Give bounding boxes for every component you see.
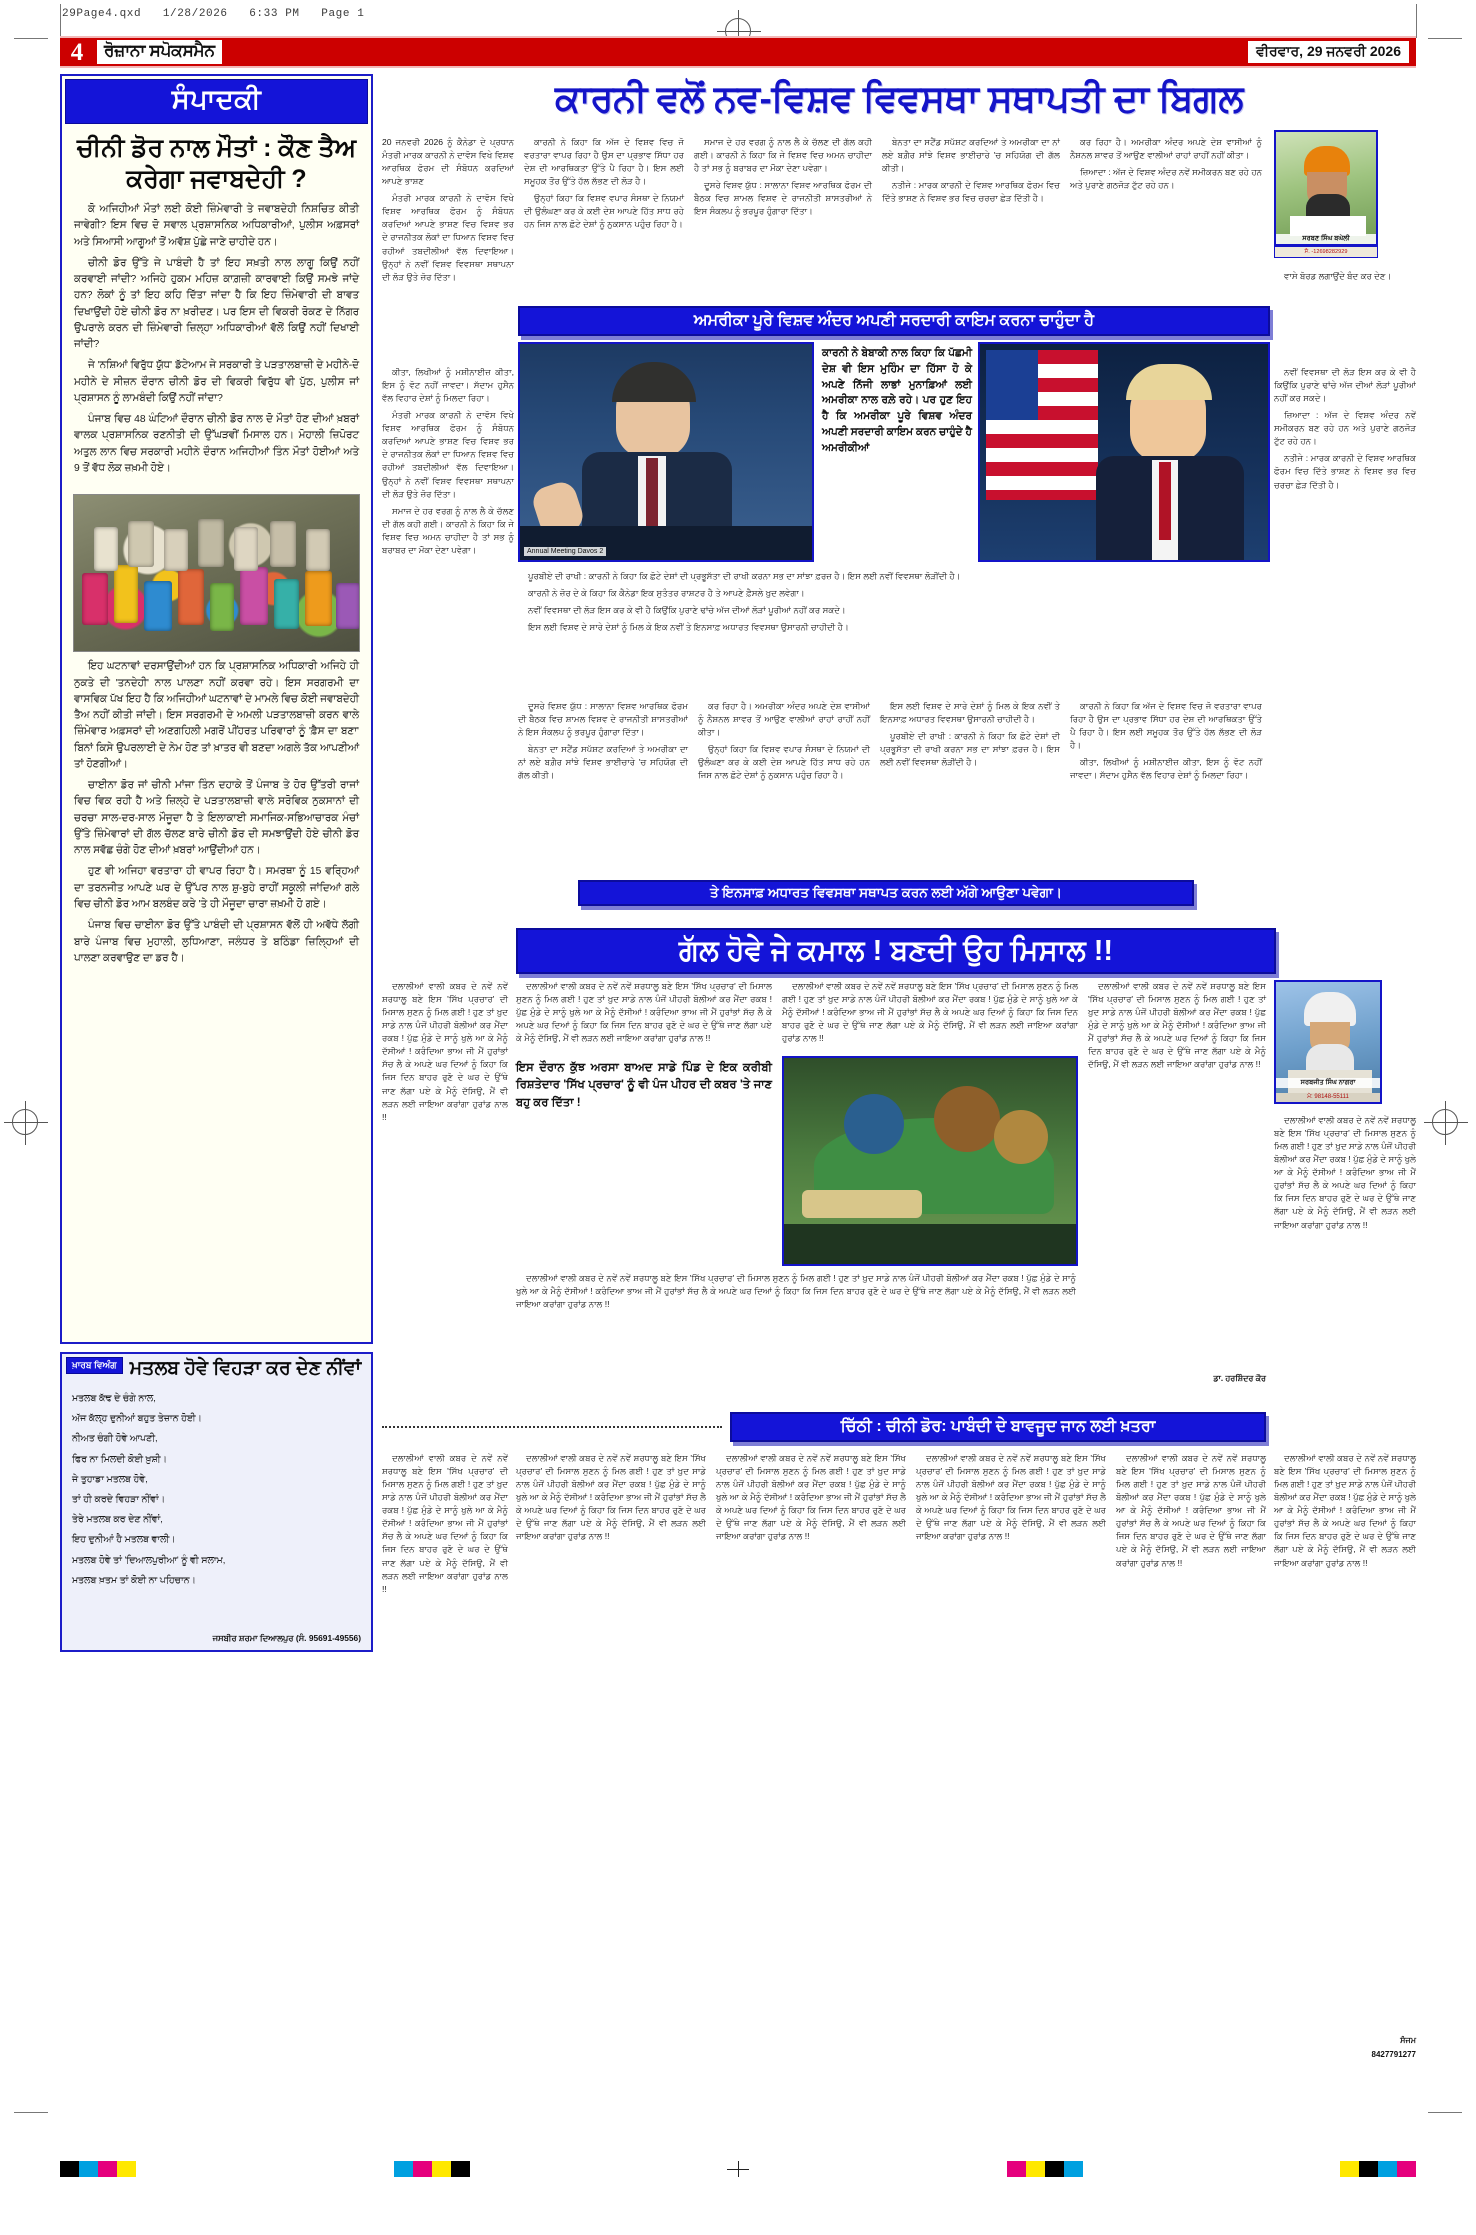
article-dateline: 20 ਜਨਵਰੀ 2026 ਨੂੰ ਕੈਨੇਡਾ ਦੇ ਪ੍ਰਧਾਨ ਮੰਤਰੀ ਮਾਰਕ ਕਾਰਨੀ ਨੇ ਦਾਵੋਸ ਵਿਖੇ ਵਿਸ਼ਵ ਆਰਥਿਕ ਫੋਰਮ ਦੀ ਸੰਬੋਧਨ ਕਰਦਿਆਂ ਆਪਣੇ ਭਾਸ਼ਣ bbox=[382, 137, 514, 187]
editorial-paragraph: ਚਾਈਨਾ ਡੋਰ ਜਾਂ ਚੀਨੀ ਮਾਂਜਾ ਤਿੰਨ ਦਹਾਕੇ ਤੋਂ ਪੰਜਾਬ ਤੇ ਹੋਰ ਉੱਤਰੀ ਰਾਜਾਂ ਵਿਚ ਵਿਕ ਰਹੀ ਹੈ ਅਤੇ ਜ਼ਿਲ੍ਹੇ ਦੇ ਪੜਤਾਲਬਾਜ਼ੀ ਵਾਲੇ ਸਰੋਵਿਕ ਨੁਕਸਾਨਾਂ ਦੀ ਚਰਚਾ ਸਾਲ-ਦਰ-ਸਾਲ ਮੌਜੂਦਾ ਹੈ ਤੇ ਇਲਾਕਾਈ ਸਮਾਜਿਕ-ਸਭਿਆਚਾਰਕ ਮੰਚਾਂ ਉੱਤੇ ਜ਼ਿੰਮੇਵਾਰਾਂ ਦੀ ਗੱਲ ਚੱਲਣ ਬਾਰੇ ਚੀਨੀ ਡੋਰ ਦੀ ਸਮਝਾਉਂਦੀ ਹੋਏ ਚੀਨੀ ਡੋਰ ਨਾਲ ਸਵੱਛ ਚੰਗੇ ਹੋਣ ਦੀਆਂ ਖ਼ਬਰਾਂ ਆਉਂਦੀਆਂ ਹਨ। bbox=[74, 780, 359, 857]
article-paragraph: ਸਮਾਜ ਦੇ ਹਰ ਵਰਗ ਨੂੰ ਨਾਲ ਲੈ ਕੇ ਚੱਲਣ ਦੀ ਗੱਲ ਕਹੀ ਗਈ। ਕਾਰਨੀ ਨੇ ਕਿਹਾ ਕਿ ਜੇ ਵਿਸ਼ਵ ਵਿਚ ਅਮਨ ਚਾਹੀਦਾ ਹੈ ਤਾਂ ਸਭ ਨੂੰ ਬਰਾਬਰ ਦਾ ਮੌਕਾ ਦੇਣਾ ਪਵੇਗਾ। bbox=[694, 137, 872, 174]
poem-line: ਮਤਲਬ ਕੱਢ ਦੇ ਚੰਗੇ ਨਾਲ, bbox=[72, 1391, 156, 1403]
article-paragraph: ਨਵੀਂ ਵਿਵਸਥਾ ਦੀ ਲੋੜ ਇਸ ਕਰ ਕੇ ਵੀ ਹੈ ਕਿਉਂਕਿ ਪੁਰਾਣੇ ਢਾਂਚੇ ਅੱਜ ਦੀਆਂ ਲੋੜਾਂ ਪੂਰੀਆਂ ਨਹੀਂ ਕਰ ਸਕਦੇ। bbox=[1274, 367, 1416, 404]
letters-signature: ਸੰਜਮ bbox=[1400, 2036, 1416, 2045]
article-paragraph: ਕਰ ਰਿਹਾ ਹੈ। ਅਮਰੀਕਾ ਅੰਦਰ ਅਪਣੇ ਦੇਸ਼ ਵਾਸੀਆਂ ਨੂੰ ਨੈਸ਼ਨਲ ਸ਼ਾਵਰ ਤੋਂ ਆਉਣ ਵਾਲੀਆਂ ਰਾਹਾਂ ਰਾਹੀਂ ਨਹੀਂ ਕੀਤਾ। bbox=[1070, 137, 1262, 161]
article-paragraph: ਕਾਰਨੀ ਨੇ ਜ਼ੋਰ ਦੇ ਕੇ ਕਿਹਾ ਕਿ ਕੈਨੇਡਾ ਇਕ ਸੁਤੰਤਰ ਰਾਸ਼ਟਰ ਹੈ ਤੇ ਆਪਣੇ ਫ਼ੈਸਲੇ ਖ਼ੁਦ ਲਵੇਗਾ। bbox=[528, 588, 805, 599]
crop-mark-left-bottom bbox=[14, 2112, 48, 2113]
editorial-paragraph: ਇਹ ਘਟਨਾਵਾਂ ਦਰਸਾਉਂਦੀਆਂ ਹਨ ਕਿ ਪ੍ਰਸ਼ਾਸਨਿਕ ਅਧਿਕਾਰੀ ਅਜਿਹੇ ਹੀ ਨੁਕਤੇ ਦੀ 'ਤਨਦੇਹੀ' ਨਾਲ ਪਾਲਣਾ ਨਹੀਂ ਕਰਵਾ ਰਹੇ। ਇਸ ਸਰਗਰਮੀ ਦਾ ਵਾਸਵਿਕ ਪੱਖ ਇਹ ਹੈ ਕਿ ਅਜਿਹੀਆਂ ਘਟਨਾਵਾਂ ਦੇ ਮਾਮਲੇ ਵਿਚ ਕੋਈ ਜਵਾਬਦੇਹੀ ਤੈਅ ਨਹੀਂ ਕੀਤੀ ਜਾਂਦੀ। ਇਸ ਸਰਗਰਮੀ ਦੇ ਅਮਲੀ ਪੜਤਾਲਬਾਜ਼ੀ ਕਰਨ ਵਾਲੇ ਜ਼ਿੰਮੇਵਾਰ ਅਫ਼ਸਰਾਂ ਦੀ ਅਣਗਹਿਲੀ ਮਗਰੋਂ ਪੀਂਹਰਤ ਪਰਿਵਾਰਾਂ ਨੂੰ 'ਫ਼ੈਸ ਦਾ ਬਣਾ' ਬਿਨਾਂ ਕਿਸੇ ਉਪਰਲਾਈ ਦੇ ਨੇਮ ਹੋਣ ਤਾਂ ਖ਼ਾਤਰ ਵੀ ਬਣਦਾ ਅਗਲੇ ਤੱਕ ਆਪਣੀਆਂ ਤਾਂ ਹੋਣਗੀਆਂ। bbox=[74, 661, 359, 770]
letters-separator bbox=[382, 1426, 722, 1428]
author-portrait-2-name: ਸਰਬਜੀਤ ਸਿੰਘ ਨਾਗਰਾ bbox=[1276, 1078, 1380, 1088]
letter-paragraph: ਦਲਾਲੀਆਂ ਵਾਲੀ ਕਬਰ ਦੇ ਨਵੇਂ ਨਵੇਂ ਸ਼ਰਧਾਲੂ ਬਣੇ ਇਸ 'ਸਿੱਖ ਪ੍ਰਚਾਰ' ਦੀ ਮਿਸਾਲ ਸੁਣਨ ਨੂੰ ਮਿਲ ਗਈ ! ਹੁਣ ਤਾਂ ਖ਼ੁਦ ਸਾਡੇ ਨਾਲ ਪੰਜੋਂ ਪੀਹਰੀ ਬੋਲੀਆਂ ਕਰ ਮੈਂਦਾ ਰਕਬ ! ਪੁੱਛ ਮੁੰਡੇ ਦੇ ਸਾਨੂੰ ਖੁਲੇ ਆ ਕੇ ਮੈਨੂੰ ਦੱਸੀਆਂ ! ਕਰੰਦਿਆ ਭਾਅ ਜੀ ਮੈਂ ਹੁਰਾਂਭਾਂ ਸੱਚ ਲੈ ਕੇ ਅਪਣੇ ਘਰ ਦਿਆਂ ਨੂੰ ਕਿਹਾ ਕਿ ਜਿਸ ਦਿਨ ਬਾਹਰ ਰੁਣੋ ਦੇ ਘਰ ਦੇ ਉੱਥੇ ਜਾਣ ਲੱਗਾ ਪਏ ਕੇ ਮੈਨੂੰ ਦੱਸਿਉ, ਮੈਂ ਵੀ ਲੜਨ ਲਈ ਜਾਇਆ ਕਰਾਂਗਾ ਹੁਰਾਂਡ ਨਾਲ !! bbox=[1116, 1453, 1266, 1568]
editorial-photo-kite-spools bbox=[73, 494, 360, 652]
article-paragraph: ਕਰ ਰਿਹਾ ਹੈ। ਅਮਰੀਕਾ ਅੰਦਰ ਅਪਣੇ ਦੇਸ਼ ਵਾਸੀਆਂ ਨੂੰ ਨੈਸ਼ਨਲ ਸ਼ਾਵਰ ਤੋਂ ਆਉਣ ਵਾਲੀਆਂ ਰਾਹਾਂ ਰਾਹੀਂ ਨਹੀਂ ਕੀਤਾ। bbox=[698, 701, 870, 738]
feature-paragraph: ਦਲਾਲੀਆਂ ਵਾਲੀ ਕਬਰ ਦੇ ਨਵੇਂ ਨਵੇਂ ਸ਼ਰਧਾਲੂ ਬਣੇ ਇਸ 'ਸਿੱਖ ਪ੍ਰਚਾਰ' ਦੀ ਮਿਸਾਲ ਸੁਣਨ ਨੂੰ ਮਿਲ ਗਈ ! ਹੁਣ ਤਾਂ ਖ਼ੁਦ ਸਾਡੇ ਨਾਲ ਪੰਜੋਂ ਪੀਹਰੀ ਬੋਲੀਆਂ ਕਰ ਮੈਂਦਾ ਰਕਬ ! ਪੁੱਛ ਮੁੰਡੇ ਦੇ ਸਾਨੂੰ ਖੁਲੇ ਆ ਕੇ ਮੈਨੂੰ ਦੱਸੀਆਂ ! ਕਰੰਦਿਆ ਭਾਅ ਜੀ ਮੈਂ ਹੁਰਾਂਭਾਂ ਸੱਚ ਲੈ ਕੇ ਅਪਣੇ ਘਰ ਦਿਆਂ ਨੂੰ ਕਿਹਾ ਕਿ ਜਿਸ ਦਿਨ ਬਾਹਰ ਰੁਣੋ ਦੇ ਘਰ ਦੇ ਉੱਥੇ ਜਾਣ ਲੱਗਾ ਪਏ ਕੇ ਮੈਨੂੰ ਦੱਸਿਉ, ਮੈਂ ਵੀ ਲੜਨ ਲਈ ਜਾਇਆ ਕਰਾਂਗਾ ਹੁਰਾਂਡ ਨਾਲ !! bbox=[1088, 981, 1266, 1070]
registration-cross-icon bbox=[727, 2161, 749, 2177]
second-feature-column-4 bbox=[1088, 980, 1266, 1420]
masthead-date: ਵੀਰਵਾਰ, 29 ਜਨਵਰੀ 2026 bbox=[1247, 40, 1410, 64]
second-feature-column-6 bbox=[516, 1272, 1076, 1422]
registration-mark-left bbox=[12, 1109, 38, 1135]
poem-line: ਅੱਜ ਕੱਲ੍ਹ ਦੁਨੀਆਂ ਬਹੁਤ ਤੇਜ਼ਾਨ ਹੋਈ। bbox=[72, 1412, 202, 1424]
letter-paragraph: ਦਲਾਲੀਆਂ ਵਾਲੀ ਕਬਰ ਦੇ ਨਵੇਂ ਨਵੇਂ ਸ਼ਰਧਾਲੂ ਬਣੇ ਇਸ 'ਸਿੱਖ ਪ੍ਰਚਾਰ' ਦੀ ਮਿਸਾਲ ਸੁਣਨ ਨੂੰ ਮਿਲ ਗਈ ! ਹੁਣ ਤਾਂ ਖ਼ੁਦ ਸਾਡੇ ਨਾਲ ਪੰਜੋਂ ਪੀਹਰੀ ਬੋਲੀਆਂ ਕਰ ਮੈਂਦਾ ਰਕਬ ! ਪੁੱਛ ਮੁੰਡੇ ਦੇ ਸਾਨੂੰ ਖੁਲੇ ਆ ਕੇ ਮੈਨੂੰ ਦੱਸੀਆਂ ! ਕਰੰਦਿਆ ਭਾਅ ਜੀ ਮੈਂ ਹੁਰਾਂਭਾਂ ਸੱਚ ਲੈ ਕੇ ਅਪਣੇ ਘਰ ਦਿਆਂ ਨੂੰ ਕਿਹਾ ਕਿ ਜਿਸ ਦਿਨ ਬਾਹਰ ਰੁਣੋ ਦੇ ਘਰ ਦੇ ਉੱਥੇ ਜਾਣ ਲੱਗਾ ਪਏ ਕੇ ਮੈਨੂੰ ਦੱਸਿਉ, ਮੈਂ ਵੀ ਲੜਨ ਲਈ ਜਾਇਆ ਕਰਾਂਗਾ ਹੁਰਾਂਡ ਨਾਲ !! bbox=[1274, 1453, 1416, 1568]
main-article-headline: ਕਾਰਨੀ ਵਲੋਂ ਨਵ-ਵਿਸ਼ਵ ਵਿਵਸਥਾ ਸਥਾਪਤੀ ਦਾ ਬਿਗਲ bbox=[555, 78, 1243, 119]
article-paragraph: ਜ਼ਿਆਦਾ : ਅੱਜ ਦੇ ਵਿਸ਼ਵ ਅੰਦਰ ਨਵੇਂ ਸਮੀਕਰਨ ਬਣ ਰਹੇ ਹਨ ਅਤੇ ਪੁਰਾਣੇ ਗਠਜੋੜ ਟੁੱਟ ਰਹੇ ਹਨ। bbox=[1274, 410, 1416, 447]
second-feature-pullquote: ਇਸ ਦੌਰਾਨ ਕੁੱਝ ਅਰਸਾ ਬਾਅਦ ਸਾਡੇ ਪਿੰਡ ਦੇ ਇਕ ਕਰੀਬੀ ਰਿਸ਼ਤੇਦਾਰ 'ਸਿੱਖ ਪ੍ਰਚਾਰ' ਨੂੰ ਵੀ ਪੰਜ ਪੀਹਰ ਦੀ ਕਬਰ 'ਤੇ ਜਾਣ ਬਹੁ ਕਰ ਦਿੱਤਾ ! bbox=[516, 1062, 772, 1109]
letter-paragraph: ਦਲਾਲੀਆਂ ਵਾਲੀ ਕਬਰ ਦੇ ਨਵੇਂ ਨਵੇਂ ਸ਼ਰਧਾਲੂ ਬਣੇ ਇਸ 'ਸਿੱਖ ਪ੍ਰਚਾਰ' ਦੀ ਮਿਸਾਲ ਸੁਣਨ ਨੂੰ ਮਿਲ ਗਈ ! ਹੁਣ ਤਾਂ ਖ਼ੁਦ ਸਾਡੇ ਨਾਲ ਪੰਜੋਂ ਪੀਹਰੀ ਬੋਲੀਆਂ ਕਰ ਮੈਂਦਾ ਰਕਬ ! ਪੁੱਛ ਮੁੰਡੇ ਦੇ ਸਾਨੂੰ ਖੁਲੇ ਆ ਕੇ ਮੈਨੂੰ ਦੱਸੀਆਂ ! ਕਰੰਦਿਆ ਭਾਅ ਜੀ ਮੈਂ ਹੁਰਾਂਭਾਂ ਸੱਚ ਲੈ ਕੇ ਅਪਣੇ ਘਰ ਦਿਆਂ ਨੂੰ ਕਿਹਾ ਕਿ ਜਿਸ ਦਿਨ ਬਾਹਰ ਰੁਣੋ ਦੇ ਘਰ ਦੇ ਉੱਥੇ ਜਾਣ ਲੱਗਾ ਪਏ ਕੇ ਮੈਨੂੰ ਦੱਸਿਉ, ਮੈਂ ਵੀ ਲੜਨ ਲਈ ਜਾਇਆ ਕਰਾਂਗਾ ਹੁਰਾਂਡ ਨਾਲ !! bbox=[382, 1453, 508, 1594]
article-paragraph: ਕਾਰਨੀ ਨੇ ਕਿਹਾ ਕਿ ਅੱਜ ਦੇ ਵਿਸ਼ਵ ਵਿਚ ਜੋ ਵਰਤਾਰਾ ਵਾਪਰ ਰਿਹਾ ਹੈ ਉਸ ਦਾ ਪ੍ਰਭਾਵ ਸਿੱਧਾ ਹਰ ਦੇਸ਼ ਦੀ ਆਰਥਿਕਤਾ ਉੱਤੇ ਪੈ ਰਿਹਾ ਹੈ। ਇਸ ਲਈ ਸਮੂਹਕ ਤੌਰ ਉੱਤੇ ਹੱਲ ਲੱਭਣ ਦੀ ਲੋੜ ਹੈ। bbox=[524, 137, 684, 187]
photo-caption-davos: Annual Meeting Davos 2 bbox=[524, 547, 606, 556]
author-portrait-2-phone: ਮੋ: 98148-55111 bbox=[1276, 1093, 1380, 1102]
editorial-paragraph: ਚੀਨੀ ਡੋਰ ਉੱਤੇ ਜੇ ਪਾਬੰਦੀ ਹੈ ਤਾਂ ਇਹ ਸਖ਼ਤੀ ਨਾਲ ਲਾਗੂ ਕਿਉਂ ਨਹੀਂ ਕਰਵਾਈ ਜਾਂਦੀ? ਅਜਿਹੇ ਹੁਕਮ ਮਹਿਜ਼ ਕਾਗ਼ਜ਼ੀ ਕਾਰਵਾਈ ਕਿਉਂ ਸਮਝੇ ਜਾਂਦੇ ਹਨ? ਲੋਕਾਂ ਨੂੰ ਤਾਂ ਇਹ ਕਹਿ ਦਿੱਤਾ ਜਾਂਦਾ ਹੈ ਕਿ ਇਹ ਜ਼ਿੰਮੇਵਾਰੀ ਦੀ ਬਾਵਤ ਦਿਖਾਉਂਦੀ ਹੋਏ ਚੀਨੀ ਡੋਰ ਨਾ ਖ਼ਰੀਦਣ। ਪਰ ਇਸ ਦੀ ਵਿਕਰੀ ਰੋਕਣ ਦੇ ਨਿੱਗਰ ਉਪਰਾਲੇ ਕਰਨ ਦੀ ਜ਼ਿੰਮੇਵਾਰੀ ਜ਼ਿਲ੍ਹਾ ਅਧਿਕਾਰੀਆਂ ਵੱਲੋਂ ਕਿਉਂ ਨਹੀਂ ਦਿਖਾਈ ਜਾਂਦੀ? bbox=[74, 257, 359, 351]
photo-trump-flag bbox=[978, 342, 1270, 562]
poem-line: ਫਿਰ ਨਾ ਮਿਲਦੀ ਕੋਈ ਖ਼ੁਸ਼ੀ। bbox=[72, 1452, 167, 1464]
article-paragraph: ਇਸ ਲਈ ਵਿਸ਼ਵ ਦੇ ਸਾਰੇ ਦੇਸ਼ਾਂ ਨੂੰ ਮਿਲ ਕੇ ਇਕ ਨਵੀਂ ਤੇ ਇਨਸਾਫ਼ ਅਧਾਰਤ ਵਿਵਸਥਾ ਉਸਾਰਨੀ ਚਾਹੀਦੀ ਹੈ। bbox=[880, 701, 1060, 725]
main-article-column-7 bbox=[518, 570, 1270, 690]
feature-paragraph: ਦਲਾਲੀਆਂ ਵਾਲੀ ਕਬਰ ਦੇ ਨਵੇਂ ਨਵੇਂ ਸ਼ਰਧਾਲੂ ਬਣੇ ਇਸ 'ਸਿੱਖ ਪ੍ਰਚਾਰ' ਦੀ ਮਿਸਾਲ ਸੁਣਨ ਨੂੰ ਮਿਲ ਗਈ ! ਹੁਣ ਤਾਂ ਖ਼ੁਦ ਸਾਡੇ ਨਾਲ ਪੰਜੋਂ ਪੀਹਰੀ ਬੋਲੀਆਂ ਕਰ ਮੈਂਦਾ ਰਕਬ ! ਪੁੱਛ ਮੁੰਡੇ ਦੇ ਸਾਨੂੰ ਖੁਲੇ ਆ ਕੇ ਮੈਨੂੰ ਦੱਸੀਆਂ ! ਕਰੰਦਿਆ ਭਾਅ ਜੀ ਮੈਂ ਹੁਰਾਂਭਾਂ ਸੱਚ ਲੈ ਕੇ ਅਪਣੇ ਘਰ ਦਿਆਂ ਨੂੰ ਕਿਹਾ ਕਿ ਜਿਸ ਦਿਨ ਬਾਹਰ ਰੁਣੋ ਦੇ ਘਰ ਦੇ ਉੱਥੇ ਜਾਣ ਲੱਗਾ ਪਏ ਕੇ ਮੈਨੂੰ ਦੱਸਿਉ, ਮੈਂ ਵੀ ਲੜਨ ਲਈ ਜਾਇਆ ਕਰਾਂਗਾ ਹੁਰਾਂਡ ਨਾਲ !! bbox=[382, 981, 508, 1122]
masthead-bar bbox=[60, 36, 1416, 68]
feature-paragraph: ਦਲਾਲੀਆਂ ਵਾਲੀ ਕਬਰ ਦੇ ਨਵੇਂ ਨਵੇਂ ਸ਼ਰਧਾਲੂ ਬਣੇ ਇਸ 'ਸਿੱਖ ਪ੍ਰਚਾਰ' ਦੀ ਮਿਸਾਲ ਸੁਣਨ ਨੂੰ ਮਿਲ ਗਈ ! ਹੁਣ ਤਾਂ ਖ਼ੁਦ ਸਾਡੇ ਨਾਲ ਪੰਜੋਂ ਪੀਹਰੀ ਬੋਲੀਆਂ ਕਰ ਮੈਂਦਾ ਰਕਬ ! ਪੁੱਛ ਮੁੰਡੇ ਦੇ ਸਾਨੂੰ ਖੁਲੇ ਆ ਕੇ ਮੈਨੂੰ ਦੱਸੀਆਂ ! ਕਰੰਦਿਆ ਭਾਅ ਜੀ ਮੈਂ ਹੁਰਾਂਭਾਂ ਸੱਚ ਲੈ ਕੇ ਅਪਣੇ ਘਰ ਦਿਆਂ ਨੂੰ ਕਿਹਾ ਕਿ ਜਿਸ ਦਿਨ ਬਾਹਰ ਰੁਣੋ ਦੇ ਘਰ ਦੇ ਉੱਥੇ ਜਾਣ ਲੱਗਾ ਪਏ ਕੇ ਮੈਨੂੰ ਦੱਸਿਉ, ਮੈਂ ਵੀ ਲੜਨ ਲਈ ਜਾਇਆ ਕਰਾਂਗਾ ਹੁਰਾਂਡ ਨਾਲ !! bbox=[516, 1273, 1076, 1310]
poem-line: ਮਤਲਬ ਖ਼ਤਮ ਤਾਂ ਕੋਈ ਨਾ ਪਹਿਚਾਨ। bbox=[72, 1573, 196, 1585]
editorial-paragraph: ਜੇ 'ਨਸ਼ਿਆਂ ਵਿਰੁੱਧ ਯੁੱਧ' ਡੱਟੇਆਮ ਜੇ ਸਰਕਾਰੀ ਤੇ ਪੜਤਾਲਬਾਜ਼ੀ ਦੇ ਮਹੀਨੇ-ਦੋ ਮਹੀਨੇ ਦੇ ਸੀਜ਼ਨ ਦੌਰਾਨ ਚੀਨੀ ਡੋਰ ਦੀ ਵਿਕਰੀ ਵਿਰੁੱਧ ਵੀ ਪੁੱਠ, ਪੁਲੀਸ ਜਾਂ ਪ੍ਰਸ਼ਾਸਨ ਨੂੰ ਲਾਮਬੰਦੀ ਕਿਉਂ ਨਹੀਂ ਜਾਂਦਾ? bbox=[74, 360, 359, 404]
article-paragraph: ਨਤੀਜੇ : ਮਾਰਕ ਕਾਰਨੀ ਦੇ ਵਿਸ਼ਵ ਆਰਥਿਕ ਫੋਰਮ ਵਿਚ ਦਿੱਤੇ ਭਾਸ਼ਣ ਨੇ ਵਿਸ਼ਵ ਭਰ ਵਿਚ ਚਰਚਾ ਛੇੜ ਦਿੱਤੀ ਹੈ। bbox=[1274, 453, 1416, 490]
second-feature-signature: ਡਾ. ਹਰਸ਼ਿੰਦਰ ਕੌਰ bbox=[1213, 1374, 1266, 1383]
second-feature-column-2 bbox=[516, 980, 772, 1052]
crop-mark-left-top bbox=[14, 38, 48, 39]
feature-paragraph: ਦਲਾਲੀਆਂ ਵਾਲੀ ਕਬਰ ਦੇ ਨਵੇਂ ਨਵੇਂ ਸ਼ਰਧਾਲੂ ਬਣੇ ਇਸ 'ਸਿੱਖ ਪ੍ਰਚਾਰ' ਦੀ ਮਿਸਾਲ ਸੁਣਨ ਨੂੰ ਮਿਲ ਗਈ ! ਹੁਣ ਤਾਂ ਖ਼ੁਦ ਸਾਡੇ ਨਾਲ ਪੰਜੋਂ ਪੀਹਰੀ ਬੋਲੀਆਂ ਕਰ ਮੈਂਦਾ ਰਕਬ ! ਪੁੱਛ ਮੁੰਡੇ ਦੇ ਸਾਨੂੰ ਖੁਲੇ ਆ ਕੇ ਮੈਨੂੰ ਦੱਸੀਆਂ ! ਕਰੰਦਿਆ ਭਾਅ ਜੀ ਮੈਂ ਹੁਰਾਂਭਾਂ ਸੱਚ ਲੈ ਕੇ ਅਪਣੇ ਘਰ ਦਿਆਂ ਨੂੰ ਕਿਹਾ ਕਿ ਜਿਸ ਦਿਨ ਬਾਹਰ ਰੁਣੋ ਦੇ ਘਰ ਦੇ ਉੱਥੇ ਜਾਣ ਲੱਗਾ ਪਏ ਕੇ ਮੈਨੂੰ ਦੱਸਿਉ, ਮੈਂ ਵੀ ਲੜਨ ਲਈ ਜਾਇਆ ਕਰਾਂਗਾ ਹੁਰਾਂਡ ਨਾਲ !! bbox=[516, 981, 772, 1044]
author-portrait-1-name: ਸਰਬਣ ਸਿੰਘ ਬਘੇਲੀ bbox=[1276, 234, 1376, 244]
satire-poem-lines bbox=[72, 1390, 361, 1587]
article-paragraph: ਨਵੀਂ ਵਿਵਸਥਾ ਦੀ ਲੋੜ ਇਸ ਕਰ ਕੇ ਵੀ ਹੈ ਕਿਉਂਕਿ ਪੁਰਾਣੇ ਢਾਂਚੇ ਅੱਜ ਦੀਆਂ ਲੋੜਾਂ ਪੂਰੀਆਂ ਨਹੀਂ ਕਰ ਸਕਦੇ। bbox=[528, 605, 846, 616]
author-portrait-1 bbox=[1274, 130, 1378, 246]
letters-section-ribbon: ਚਿੱਠੀ : ਚੀਨੀ ਡੋਰ: ਪਾਬੰਦੀ ਦੇ ਬਾਵਜੂਦ ਜਾਨ ਲਈ ਖ਼ਤਰਾ bbox=[730, 1412, 1266, 1442]
article-paragraph: ਪੂਰਬੀਏ ਦੀ ਰਾਖੀ : ਕਾਰਨੀ ਨੇ ਕਿਹਾ ਕਿ ਛੋਟੇ ਦੇਸ਼ਾਂ ਦੀ ਪ੍ਰਭੂਸੱਤਾ ਦੀ ਰਾਖੀ ਕਰਨਾ ਸਭ ਦਾ ਸਾਂਝਾ ਫ਼ਰਜ਼ ਹੈ। ਇਸ ਲਈ ਨਵੀਂ ਵਿਵਸਥਾ ਲੋੜੀਂਦੀ ਹੈ। bbox=[528, 571, 961, 581]
main-article-column-1 bbox=[382, 136, 514, 356]
letters-column-1 bbox=[382, 1452, 508, 2052]
main-article-column-11 bbox=[698, 700, 870, 880]
print-file-info: 29Page4.qxd 1/28/2026 6:33 PM Page 1 bbox=[62, 8, 365, 20]
color-swatch-group-3 bbox=[1007, 2161, 1083, 2177]
main-article-column-6 bbox=[1274, 270, 1414, 360]
main-article-column-12 bbox=[880, 700, 1060, 880]
poem-line: ਤੇਰੇ ਮਤਲਬ ਕਰ ਦੇਣ ਨੀਂਵਾਂ, bbox=[72, 1513, 163, 1525]
main-article-pullquote: ਕਾਰਨੀ ਨੇ ਬੇਬਾਕੀ ਨਾਲ ਕਿਹਾ ਕਿ ਪੱਛਮੀ ਦੇਸ਼ ਵੀ ਇਸ ਮੁਹਿੰਮ ਦਾ ਹਿੱਸਾ ਹੋ ਕੇ ਅਪਣੇ ਨਿੱਜੀ ਲਾਭਾਂ ਮੁਨਾਫ਼ਿਆਂ ਲਈ ਅਮਰੀਕਾ ਨਾਲ ਰਲ਼ੇ ਰਹੇ। ਪਰ ਹੁਣ ਇਹ ਹੈ ਕਿ ਅਮਰੀਕਾ ਪੂਰੇ ਵਿਸ਼ਵ ਅੰਦਰ ਅਪਣੀ ਸਰਦਾਰੀ ਕਾਇਮ ਕਰਨ ਚਾਹੁੰਦੇ ਹੈ ਅਮਰੀਕੀਆਂ bbox=[822, 347, 972, 454]
article-paragraph: ਕੀਤਾ, ਲਿਖੀਆਂ ਨੂੰ ਮਸ਼ੀਨਾਈਜ਼ ਕੀਤਾ, ਇਸ ਨੂੰ ਵੋਟ ਨਹੀਂ ਜਾਵਦਾ। ਸੱਦਾਮ ਹੁਸੈਨ ਵੱਲ ਵਿਹਾਰ ਦੇਸ਼ਾਂ ਨੂੰ ਮਿਲਦਾ ਰਿਹਾ। bbox=[1070, 757, 1262, 781]
editorial-section-label: ਸੰਪਾਦਕੀ bbox=[65, 79, 368, 124]
letters-column-6 bbox=[1274, 1452, 1416, 2052]
letter-paragraph: ਦਲਾਲੀਆਂ ਵਾਲੀ ਕਬਰ ਦੇ ਨਵੇਂ ਨਵੇਂ ਸ਼ਰਧਾਲੂ ਬਣੇ ਇਸ 'ਸਿੱਖ ਪ੍ਰਚਾਰ' ਦੀ ਮਿਸਾਲ ਸੁਣਨ ਨੂੰ ਮਿਲ ਗਈ ! ਹੁਣ ਤਾਂ ਖ਼ੁਦ ਸਾਡੇ ਨਾਲ ਪੰਜੋਂ ਪੀਹਰੀ ਬੋਲੀਆਂ ਕਰ ਮੈਂਦਾ ਰਕਬ ! ਪੁੱਛ ਮੁੰਡੇ ਦੇ ਸਾਨੂੰ ਖੁਲੇ ਆ ਕੇ ਮੈਨੂੰ ਦੱਸੀਆਂ ! ਕਰੰਦਿਆ ਭਾਅ ਜੀ ਮੈਂ ਹੁਰਾਂਭਾਂ ਸੱਚ ਲੈ ਕੇ ਅਪਣੇ ਘਰ ਦਿਆਂ ਨੂੰ ਕਿਹਾ ਕਿ ਜਿਸ ਦਿਨ ਬਾਹਰ ਰੁਣੋ ਦੇ ਘਰ ਦੇ ਉੱਥੇ ਜਾਣ ਲੱਗਾ ਪਏ ਕੇ ਮੈਨੂੰ ਦੱਸਿਉ, ਮੈਂ ਵੀ ਲੜਨ ਲਈ ਜਾਇਆ ਕਰਾਂਗਾ ਹੁਰਾਂਡ ਨਾਲ !! bbox=[716, 1453, 906, 1542]
article-paragraph: ਉਨ੍ਹਾਂ ਕਿਹਾ ਕਿ ਵਿਸ਼ਵ ਵਪਾਰ ਸੰਸਥਾ ਦੇ ਨਿਯਮਾਂ ਦੀ ਉਲੰਘਣਾ ਕਰ ਕੇ ਕਈ ਦੇਸ਼ ਆਪਣੇ ਹਿੱਤ ਸਾਧ ਰਹੇ ਹਨ ਜਿਸ ਨਾਲ ਛੋਟੇ ਦੇਸ਼ਾਂ ਨੂੰ ਨੁਕਸਾਨ ਪਹੁੰਚ ਰਿਹਾ ਹੈ। bbox=[524, 193, 684, 230]
article-paragraph: ਨਤੀਜੇ : ਮਾਰਕ ਕਾਰਨੀ ਦੇ ਵਿਸ਼ਵ ਆਰਥਿਕ ਫੋਰਮ ਵਿਚ ਦਿੱਤੇ ਭਾਸ਼ਣ ਨੇ ਵਿਸ਼ਵ ਭਰ ਵਿਚ ਚਰਚਾ ਛੇੜ ਦਿੱਤੀ ਹੈ। bbox=[882, 180, 1060, 204]
poem-line: ਮਤਲਬ ਹੋਵੇ ਤਾਂ 'ਦਿਆਲਪੁਰੀਆ' ਨੂੰ ਵੀ ਸਲਾਮ, bbox=[72, 1553, 226, 1565]
photo-langar-gathering bbox=[782, 1056, 1078, 1266]
article-paragraph: ਬੇਨਤਾ ਦਾ ਸਟੈਂਡ ਸਪੱਸ਼ਟ ਕਰਦਿਆਂ ਤੇ ਅਮਰੀਕਾ ਦਾ ਨਾਂ ਲਏ ਬਗ਼ੈਰ ਸਾਂਝੇ ਵਿਸ਼ਵ ਭਾਈਚਾਰੇ 'ਚ ਸਹਿਯੋਗ ਦੀ ਗੱਲ ਕੀਤੀ। bbox=[518, 744, 688, 781]
letters-column-4 bbox=[916, 1452, 1106, 2052]
poem-line: ਤਾਂ ਹੀ ਕਰਦੇ ਵਿਹੜਾ ਨੀਂਵਾਂ। bbox=[72, 1493, 166, 1505]
feature-paragraph: ਦਲਾਲੀਆਂ ਵਾਲੀ ਕਬਰ ਦੇ ਨਵੇਂ ਨਵੇਂ ਸ਼ਰਧਾਲੂ ਬਣੇ ਇਸ 'ਸਿੱਖ ਪ੍ਰਚਾਰ' ਦੀ ਮਿਸਾਲ ਸੁਣਨ ਨੂੰ ਮਿਲ ਗਈ ! ਹੁਣ ਤਾਂ ਖ਼ੁਦ ਸਾਡੇ ਨਾਲ ਪੰਜੋਂ ਪੀਹਰੀ ਬੋਲੀਆਂ ਕਰ ਮੈਂਦਾ ਰਕਬ ! ਪੁੱਛ ਮੁੰਡੇ ਦੇ ਸਾਨੂੰ ਖੁਲੇ ਆ ਕੇ ਮੈਨੂੰ ਦੱਸੀਆਂ ! ਕਰੰਦਿਆ ਭਾਅ ਜੀ ਮੈਂ ਹੁਰਾਂਭਾਂ ਸੱਚ ਲੈ ਕੇ ਅਪਣੇ ਘਰ ਦਿਆਂ ਨੂੰ ਕਿਹਾ ਕਿ ਜਿਸ ਦਿਨ ਬਾਹਰ ਰੁਣੋ ਦੇ ਘਰ ਦੇ ਉੱਥੇ ਜਾਣ ਲੱਗਾ ਪਏ ਕੇ ਮੈਨੂੰ ਦੱਸਿਉ, ਮੈਂ ਵੀ ਲੜਨ ਲਈ ਜਾਇਆ ਕਰਾਂਗਾ ਹੁਰਾਂਡ ਨਾਲ !! bbox=[782, 981, 1078, 1044]
photo-carney-davos bbox=[518, 342, 814, 562]
second-feature-column-1 bbox=[382, 980, 508, 1420]
main-article-column-13 bbox=[1070, 700, 1262, 880]
article-paragraph: ਉਨ੍ਹਾਂ ਕਿਹਾ ਕਿ ਵਿਸ਼ਵ ਵਪਾਰ ਸੰਸਥਾ ਦੇ ਨਿਯਮਾਂ ਦੀ ਉਲੰਘਣਾ ਕਰ ਕੇ ਕਈ ਦੇਸ਼ ਆਪਣੇ ਹਿੱਤ ਸਾਧ ਰਹੇ ਹਨ ਜਿਸ ਨਾਲ ਛੋਟੇ ਦੇਸ਼ਾਂ ਨੂੰ ਨੁਕਸਾਨ ਪਹੁੰਚ ਰਿਹਾ ਹੈ। bbox=[698, 744, 870, 781]
poem-line: ਇਹ ਦੁਨੀਆਂ ਹੈ ਮਤਲਬ ਵਾਲੀ। bbox=[72, 1533, 176, 1545]
color-swatch-group-1 bbox=[60, 2161, 136, 2177]
article-paragraph: ਦੂਸਰੇ ਵਿਸ਼ਵ ਯੁੱਧ : ਸਾਲਾਨਾ ਵਿਸ਼ਵ ਆਰਥਿਕ ਫੋਰਮ ਦੀ ਬੈਠਕ ਵਿਚ ਸ਼ਾਮਲ ਵਿਸ਼ਵ ਦੇ ਰਾਜਨੀਤੀ ਸ਼ਾਸਤਰੀਆਂ ਨੇ ਇਸ ਸੰਕਲਪ ਨੂੰ ਭਰਪੂਰ ਹੁੰਗਾਰਾ ਦਿੱਤਾ। bbox=[694, 180, 872, 217]
editorial-body-top bbox=[62, 202, 371, 488]
article-paragraph: ਕੀਤਾ, ਲਿਖੀਆਂ ਨੂੰ ਮਸ਼ੀਨਾਈਜ਼ ਕੀਤਾ, ਇਸ ਨੂੰ ਵੋਟ ਨਹੀਂ ਜਾਵਦਾ। ਸੱਦਾਮ ਹੁਸੈਨ ਵੱਲ ਵਿਹਾਰ ਦੇਸ਼ਾਂ ਨੂੰ ਮਿਲਦਾ ਰਿਹਾ। bbox=[382, 367, 514, 404]
author-portrait-2 bbox=[1274, 980, 1382, 1104]
crop-mark-right-top bbox=[1428, 38, 1462, 39]
crop-mark-top-left bbox=[60, 4, 61, 38]
letter-paragraph: ਦਲਾਲੀਆਂ ਵਾਲੀ ਕਬਰ ਦੇ ਨਵੇਂ ਨਵੇਂ ਸ਼ਰਧਾਲੂ ਬਣੇ ਇਸ 'ਸਿੱਖ ਪ੍ਰਚਾਰ' ਦੀ ਮਿਸਾਲ ਸੁਣਨ ਨੂੰ ਮਿਲ ਗਈ ! ਹੁਣ ਤਾਂ ਖ਼ੁਦ ਸਾਡੇ ਨਾਲ ਪੰਜੋਂ ਪੀਹਰੀ ਬੋਲੀਆਂ ਕਰ ਮੈਂਦਾ ਰਕਬ ! ਪੁੱਛ ਮੁੰਡੇ ਦੇ ਸਾਨੂੰ ਖੁਲੇ ਆ ਕੇ ਮੈਨੂੰ ਦੱਸੀਆਂ ! ਕਰੰਦਿਆ ਭਾਅ ਜੀ ਮੈਂ ਹੁਰਾਂਭਾਂ ਸੱਚ ਲੈ ਕੇ ਅਪਣੇ ਘਰ ਦਿਆਂ ਨੂੰ ਕਿਹਾ ਕਿ ਜਿਸ ਦਿਨ ਬਾਹਰ ਰੁਣੋ ਦੇ ਘਰ ਦੇ ਉੱਥੇ ਜਾਣ ਲੱਗਾ ਪਏ ਕੇ ਮੈਨੂੰ ਦੱਸਿਉ, ਮੈਂ ਵੀ ਲੜਨ ਲਈ ਜਾਇਆ ਕਰਾਂਗਾ ਹੁਰਾਂਡ ਨਾਲ !! bbox=[916, 1453, 1106, 1542]
main-article-closing-ribbon: ਤੇ ਇਨਸਾਫ਼ ਅਧਾਰਤ ਵਿਵਸਥਾ ਸਥਾਪਤ ਕਰਨ ਲਈ ਅੱਗੇ ਆਉਣਾ ਪਵੇਗਾ। bbox=[578, 880, 1194, 906]
letters-phone: 8427791277 bbox=[1371, 2050, 1416, 2059]
editorial-paragraph: ਹੁਣ ਵੀ ਅਜਿਹਾ ਵਰਤਾਰਾ ਹੀ ਵਾਪਰ ਰਿਹਾ ਹੈ। ਸਮਰਥਾ ਨੂੰ 15 ਵਰ੍ਹਿਆਂ ਦਾ ਤਰਨਜੀਤ ਆਪਣੇ ਘਰ ਦੇ ਉੱਪਰ ਨਾਲ ਸ਼ੁ-ਬੁਹੇ ਰਾਹੀਂ ਸਕੂਲੀ ਜਾਂਦਿਆਂ ਗਲੇ ਵਿਚ ਚੀਨੀ ਡੋਰ ਆਮ ਬਲਬੰਦ ਕਰੇ 'ਤੇ ਹੀ ਮੌਜੂਦਾ ਚਾਰਾ ਜ਼ਖ਼ਮੀ ਹੋ ਗਏ। bbox=[74, 866, 359, 910]
article-paragraph: ਪੂਰਬੀਏ ਦੀ ਰਾਖੀ : ਕਾਰਨੀ ਨੇ ਕਿਹਾ ਕਿ ਛੋਟੇ ਦੇਸ਼ਾਂ ਦੀ ਪ੍ਰਭੂਸੱਤਾ ਦੀ ਰਾਖੀ ਕਰਨਾ ਸਭ ਦਾ ਸਾਂਝਾ ਫ਼ਰਜ਼ ਹੈ। ਇਸ ਲਈ ਨਵੀਂ ਵਿਵਸਥਾ ਲੋੜੀਂਦੀ ਹੈ। bbox=[880, 731, 1060, 768]
editorial-paragraph: ਪੰਜਾਬ ਵਿਚ ਚਾਈਨਾ ਡੋਰ ਉੱਤੇ ਪਾਬੰਦੀ ਦੀ ਪ੍ਰਸ਼ਾਸਨ ਵੱਲੋਂ ਹੀ ਅਵੱਧੇ ਲੱਗੀ ਬਾਰੇ ਪੰਜਾਬ ਵਿਚ ਮੁਹਾਲੀ, ਲੁਧਿਆਣਾ, ਜਲੰਧਰ ਤੇ ਬਠਿੰਡਾ ਜ਼ਿਲ੍ਹਿਆਂ ਦੀ ਪਾਲਣਾ ਕਰਵਾਉਣ ਦਾ ਡਰ ਹੈ। bbox=[74, 920, 359, 964]
article-paragraph: ਮੰਤਰੀ ਮਾਰਕ ਕਾਰਨੀ ਨੇ ਦਾਵੋਸ ਵਿਖੇ ਵਿਸ਼ਵ ਆਰਥਿਕ ਫੋਰਮ ਨੂੰ ਸੰਬੋਧਨ ਕਰਦਿਆਂ ਆਪਣੇ ਭਾਸ਼ਣ ਵਿਚ ਵਿਸ਼ਵ ਭਰ ਦੇ ਰਾਜਨੀਤਕ ਲੋਕਾਂ ਦਾ ਧਿਆਨ ਵਿਸ਼ਵ ਵਿਚ ਰਹੀਆਂ ਤਬਦੀਲੀਆਂ ਵੱਲ ਦਿਵਾਇਆ। ਉਨ੍ਹਾਂ ਨੇ ਨਵੀਂ ਵਿਸ਼ਵ ਵਿਵਸਥਾ ਸਥਾਪਨਾ ਦੀ ਲੋੜ ਉਤੇ ਜ਼ੋਰ ਦਿੱਤਾ। bbox=[382, 193, 514, 282]
main-article-column-9 bbox=[1274, 366, 1416, 866]
letters-column-2 bbox=[516, 1452, 706, 2052]
letter-paragraph: ਦਲਾਲੀਆਂ ਵਾਲੀ ਕਬਰ ਦੇ ਨਵੇਂ ਨਵੇਂ ਸ਼ਰਧਾਲੂ ਬਣੇ ਇਸ 'ਸਿੱਖ ਪ੍ਰਚਾਰ' ਦੀ ਮਿਸਾਲ ਸੁਣਨ ਨੂੰ ਮਿਲ ਗਈ ! ਹੁਣ ਤਾਂ ਖ਼ੁਦ ਸਾਡੇ ਨਾਲ ਪੰਜੋਂ ਪੀਹਰੀ ਬੋਲੀਆਂ ਕਰ ਮੈਂਦਾ ਰਕਬ ! ਪੁੱਛ ਮੁੰਡੇ ਦੇ ਸਾਨੂੰ ਖੁਲੇ ਆ ਕੇ ਮੈਨੂੰ ਦੱਸੀਆਂ ! ਕਰੰਦਿਆ ਭਾਅ ਜੀ ਮੈਂ ਹੁਰਾਂਭਾਂ ਸੱਚ ਲੈ ਕੇ ਅਪਣੇ ਘਰ ਦਿਆਂ ਨੂੰ ਕਿਹਾ ਕਿ ਜਿਸ ਦਿਨ ਬਾਹਰ ਰੁਣੋ ਦੇ ਘਰ ਦੇ ਉੱਥੇ ਜਾਣ ਲੱਗਾ ਪਏ ਕੇ ਮੈਨੂੰ ਦੱਸਿਉ, ਮੈਂ ਵੀ ਲੜਨ ਲਈ ਜਾਇਆ ਕਰਾਂਗਾ ਹੁਰਾਂਡ ਨਾਲ !! bbox=[516, 1453, 706, 1542]
main-article-column-8 bbox=[382, 366, 514, 866]
content-frame bbox=[60, 74, 1416, 2109]
article-paragraph: ਜ਼ਿਆਦਾ : ਅੱਜ ਦੇ ਵਿਸ਼ਵ ਅੰਦਰ ਨਵੇਂ ਸਮੀਕਰਨ ਬਣ ਰਹੇ ਹਨ ਅਤੇ ਪੁਰਾਣੇ ਗਠਜੋੜ ਟੁੱਟ ਰਹੇ ਹਨ। bbox=[1070, 167, 1262, 191]
main-content-area bbox=[382, 74, 1416, 2109]
article-paragraph: ਬੇਨਤਾ ਦਾ ਸਟੈਂਡ ਸਪੱਸ਼ਟ ਕਰਦਿਆਂ ਤੇ ਅਮਰੀਕਾ ਦਾ ਨਾਂ ਲਏ ਬਗ਼ੈਰ ਸਾਂਝੇ ਵਿਸ਼ਵ ਭਾਈਚਾਰੇ 'ਚ ਸਹਿਯੋਗ ਦੀ ਗੱਲ ਕੀਤੀ। bbox=[882, 137, 1060, 174]
second-feature-column-5 bbox=[1274, 1114, 1416, 1420]
article-paragraph: ਵਾਸੇ ਬੋਰਡ ਲਗਾਉਂਦੇ ਬੰਦ ਕਰ ਦੇਣ। bbox=[1284, 271, 1392, 281]
article-paragraph: ਇਸ ਲਈ ਵਿਸ਼ਵ ਦੇ ਸਾਰੇ ਦੇਸ਼ਾਂ ਨੂੰ ਮਿਲ ਕੇ ਇਕ ਨਵੀਂ ਤੇ ਇਨਸਾਫ਼ ਅਧਾਰਤ ਵਿਵਸਥਾ ਉਸਾਰਨੀ ਚਾਹੀਦੀ ਹੈ। bbox=[528, 622, 849, 633]
poem-line: ਨੀਅਤ ਚੰਗੀ ਹੋਵੇ ਆਪਣੀ, bbox=[72, 1432, 158, 1444]
page-number: 4 bbox=[70, 38, 84, 66]
satire-poem-box bbox=[60, 1352, 373, 1652]
editorial-box bbox=[60, 74, 373, 1344]
color-registration-bar bbox=[60, 2161, 1416, 2177]
main-article-subhead-ribbon: ਅਮਰੀਕਾ ਪੂਰੇ ਵਿਸ਼ਵ ਅੰਦਰ ਅਪਣੀ ਸਰਦਾਰੀ ਕਾਇਮ ਕਰਨਾ ਚਾਹੁੰਦਾ ਹੈ bbox=[518, 306, 1270, 336]
main-article-column-10 bbox=[518, 700, 688, 880]
article-paragraph: ਸਮਾਜ ਦੇ ਹਰ ਵਰਗ ਨੂੰ ਨਾਲ ਲੈ ਕੇ ਚੱਲਣ ਦੀ ਗੱਲ ਕਹੀ ਗਈ। ਕਾਰਨੀ ਨੇ ਕਿਹਾ ਕਿ ਜੇ ਵਿਸ਼ਵ ਵਿਚ ਅਮਨ ਚਾਹੀਦਾ ਹੈ ਤਾਂ ਸਭ ਨੂੰ ਬਰਾਬਰ ਦਾ ਮੌਕਾ ਦੇਣਾ ਪਵੇਗਾ। bbox=[382, 505, 514, 555]
letters-column-3 bbox=[716, 1452, 906, 2052]
article-paragraph: ਕਾਰਨੀ ਨੇ ਕਿਹਾ ਕਿ ਅੱਜ ਦੇ ਵਿਸ਼ਵ ਵਿਚ ਜੋ ਵਰਤਾਰਾ ਵਾਪਰ ਰਿਹਾ ਹੈ ਉਸ ਦਾ ਪ੍ਰਭਾਵ ਸਿੱਧਾ ਹਰ ਦੇਸ਼ ਦੀ ਆਰਥਿਕਤਾ ਉੱਤੇ ਪੈ ਰਿਹਾ ਹੈ। ਇਸ ਲਈ ਸਮੂਹਕ ਤੌਰ ਉੱਤੇ ਹੱਲ ਲੱਭਣ ਦੀ ਲੋੜ ਹੈ। bbox=[1070, 701, 1262, 751]
satire-signature: ਜਸਬੀਰ ਸ਼ਰਮਾ ਦਿਆਲਪੁਰ (ਸੰ. 95691-49556) bbox=[212, 1633, 361, 1643]
feature-paragraph: ਦਲਾਲੀਆਂ ਵਾਲੀ ਕਬਰ ਦੇ ਨਵੇਂ ਨਵੇਂ ਸ਼ਰਧਾਲੂ ਬਣੇ ਇਸ 'ਸਿੱਖ ਪ੍ਰਚਾਰ' ਦੀ ਮਿਸਾਲ ਸੁਣਨ ਨੂੰ ਮਿਲ ਗਈ ! ਹੁਣ ਤਾਂ ਖ਼ੁਦ ਸਾਡੇ ਨਾਲ ਪੰਜੋਂ ਪੀਹਰੀ ਬੋਲੀਆਂ ਕਰ ਮੈਂਦਾ ਰਕਬ ! ਪੁੱਛ ਮੁੰਡੇ ਦੇ ਸਾਨੂੰ ਖੁਲੇ ਆ ਕੇ ਮੈਨੂੰ ਦੱਸੀਆਂ ! ਕਰੰਦਿਆ ਭਾਅ ਜੀ ਮੈਂ ਹੁਰਾਂਭਾਂ ਸੱਚ ਲੈ ਕੇ ਅਪਣੇ ਘਰ ਦਿਆਂ ਨੂੰ ਕਿਹਾ ਕਿ ਜਿਸ ਦਿਨ ਬਾਹਰ ਰੁਣੋ ਦੇ ਘਰ ਦੇ ਉੱਥੇ ਜਾਣ ਲੱਗਾ ਪਏ ਕੇ ਮੈਨੂੰ ਦੱਸਿਉ, ਮੈਂ ਵੀ ਲੜਨ ਲਈ ਜਾਇਆ ਕਰਾਂਗਾ ਹੁਰਾਂਡ ਨਾਲ !! bbox=[1274, 1115, 1416, 1230]
second-feature-column-3 bbox=[782, 980, 1078, 1052]
article-paragraph: ਮੰਤਰੀ ਮਾਰਕ ਕਾਰਨੀ ਨੇ ਦਾਵੋਸ ਵਿਖੇ ਵਿਸ਼ਵ ਆਰਥਿਕ ਫੋਰਮ ਨੂੰ ਸੰਬੋਧਨ ਕਰਦਿਆਂ ਆਪਣੇ ਭਾਸ਼ਣ ਵਿਚ ਵਿਸ਼ਵ ਭਰ ਦੇ ਰਾਜਨੀਤਕ ਲੋਕਾਂ ਦਾ ਧਿਆਨ ਵਿਸ਼ਵ ਵਿਚ ਰਹੀਆਂ ਤਬਦੀਲੀਆਂ ਵੱਲ ਦਿਵਾਇਆ। ਉਨ੍ਹਾਂ ਨੇ ਨਵੀਂ ਵਿਸ਼ਵ ਵਿਵਸਥਾ ਸਥਾਪਨਾ ਦੀ ਲੋੜ ਉਤੇ ਜ਼ੋਰ ਦਿੱਤਾ। bbox=[382, 410, 514, 499]
color-swatch-group-2 bbox=[394, 2161, 470, 2177]
crop-mark-right-bottom bbox=[1428, 2112, 1462, 2113]
crop-mark-top-right bbox=[1416, 4, 1417, 38]
second-feature-ribbon: ਗੱਲ ਹੋਵੇ ਜੇ ਕਮਾਲ ! ਬਣਦੀ ਉਹ ਮਿਸਾਲ !! bbox=[516, 928, 1276, 974]
satire-title: ਮਤਲਬ ਹੋਵੇ ਵਿਹੜਾ ਕਰ ਦੇਣ ਨੀਂਵਾਂ bbox=[129, 1358, 362, 1379]
editorial-body-bottom bbox=[62, 659, 371, 978]
masthead-title: ਰੋਜ਼ਾਨਾ ਸਪੋਕਸਮੈਨ bbox=[96, 39, 223, 65]
letters-column-5 bbox=[1116, 1452, 1266, 2052]
author-portrait-1-phone: ਸੰ. -12698282929 bbox=[1274, 246, 1378, 258]
editorial-paragraph: ਕੋ ਅਜਿਹੀਆਂ ਮੌਤਾਂ ਲਈ ਕੋਈ ਜ਼ਿੰਮੇਵਾਰੀ ਤੇ ਜਵਾਬਦੇਹੀ ਨਿਸ਼ਚਿਤ ਕੀਤੀ ਜਾਵੇਗੀ? ਇਸ ਵਿਚ ਦੋ ਸਵਾਲ ਪ੍ਰਸ਼ਾਸਨਿਕ ਅਧਿਕਾਰੀਆਂ, ਪੁਲੀਸ ਅਫ਼ਸਰਾਂ ਅਤੇ ਸਿਆਸੀ ਆਗੂਆਂ ਤੋਂ ਅਵੱਸ਼ ਪੁੱਛੇ ਜਾਣੇ ਚਾਹੀਦੇ ਹਨ। bbox=[74, 204, 359, 248]
satire-tag-label: ਖ਼ਾਰਬ ਵਿਅੰਗ bbox=[66, 1357, 123, 1374]
editorial-paragraph: ਪੰਜਾਬ ਵਿਚ 48 ਘੰਟਿਆਂ ਦੌਰਾਨ ਚੀਨੀ ਡੋਰ ਨਾਲ ਦੋ ਮੌਤਾਂ ਹੋਣ ਦੀਆਂ ਖ਼ਬਰਾਂ ਵਾਲਕ ਪ੍ਰਸ਼ਾਸਨਿਕ ਰਣਨੀਤੀ ਦੀ ਉੱਘੜਵੀਂ ਮਿਸਾਲ ਹਨ। ਮੋਹਾਲੀ ਜ਼ਿਪੋਰਟ ਅਤੁਲ ਲਾਨ ਵਿਚ ਸਰਕਾਰੀ ਮਹੀਨੇ ਦੌਰਾਨ ਅਜਿਹੀਆਂ ਤਿੰਨ ਮੌਤਾਂ ਹੋਈਆਂ ਅਤੇ 9 ਤੋਂ ਵੱਧ ਲੋਕ ਜ਼ਖ਼ਮੀ ਹੋਏ। bbox=[74, 414, 359, 474]
article-paragraph: ਦੂਸਰੇ ਵਿਸ਼ਵ ਯੁੱਧ : ਸਾਲਾਨਾ ਵਿਸ਼ਵ ਆਰਥਿਕ ਫੋਰਮ ਦੀ ਬੈਠਕ ਵਿਚ ਸ਼ਾਮਲ ਵਿਸ਼ਵ ਦੇ ਰਾਜਨੀਤੀ ਸ਼ਾਸਤਰੀਆਂ ਨੇ ਇਸ ਸੰਕਲਪ ਨੂੰ ਭਰਪੂਰ ਹੁੰਗਾਰਾ ਦਿੱਤਾ। bbox=[518, 701, 688, 738]
registration-mark-right bbox=[1432, 1109, 1458, 1135]
poem-line: ਜੇ ਤੁਹਾਡਾ ਮਤਲਬ ਹੋਵੇ, bbox=[72, 1472, 148, 1484]
color-swatch-group-4 bbox=[1340, 2161, 1416, 2177]
editorial-headline: ਚੀਨੀ ਡੋਰ ਨਾਲ ਮੌਤਾਂ : ਕੌਣ ਤੈਅ ਕਰੇਗਾ ਜਵਾਬਦੇਹੀ ? bbox=[76, 134, 357, 193]
